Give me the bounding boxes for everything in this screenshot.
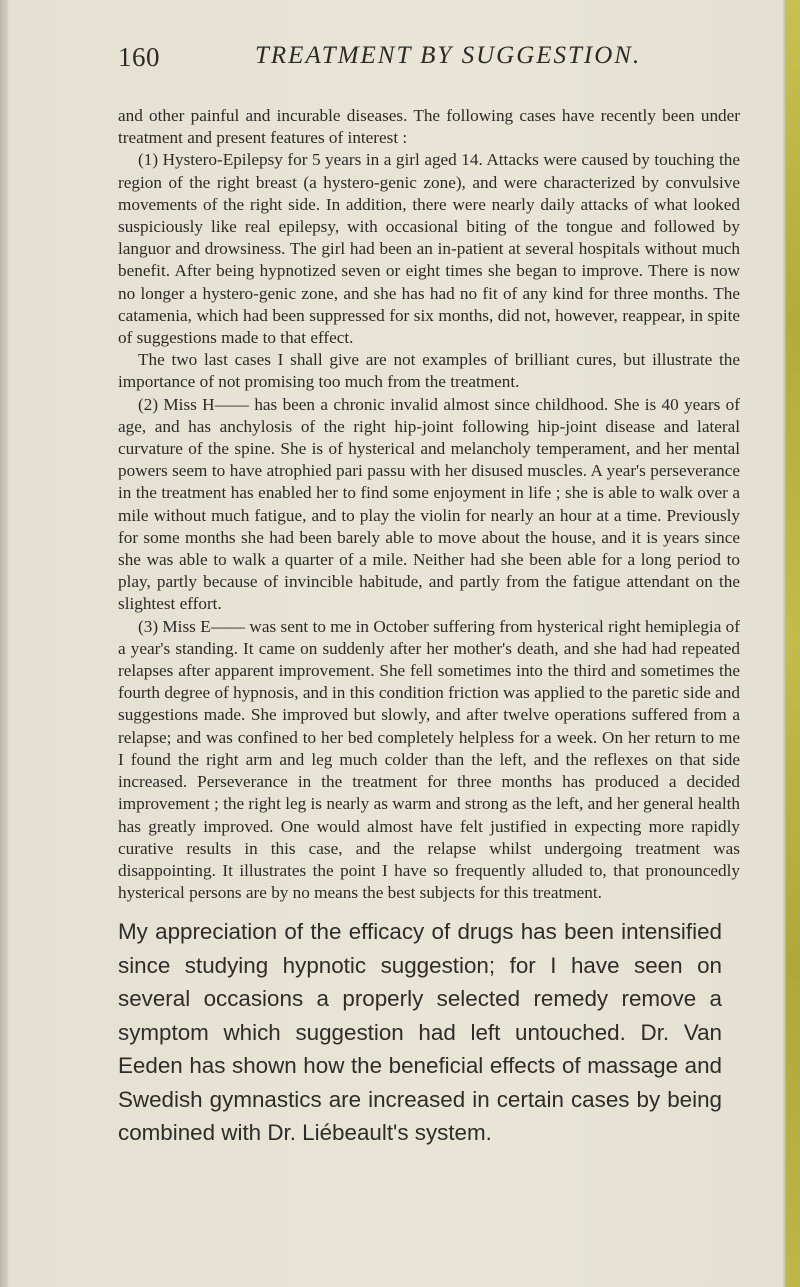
gutter-shadow — [0, 0, 8, 1287]
paragraph-closing: My appreciation of the efficacy of drugs has been intensified since studying hypnotic suggestion; for I have seen on several occasions a properly selected remedy remove a symptom which suggestion had left untouched. Dr. Van Eeden has shown how the beneficial effects of massage and Swedish gymnastics are increased in certain cases by being combined with Dr. Liébeault's system. — [118, 919, 722, 1145]
paragraph-case-2: (2) Miss H—— has been a chronic invalid almost since childhood. She is 40 years of age, and has anchylosis of the right hip-joint following hip-joint disease and lateral curvature of the spine. She is of hysterical and melancholy temperament, and her mental powers seem to have atrophied pari passu with her disused muscles. A year's perseverance in the treatment has enabled her to find some enjoyment in life ; she is able to walk over a mile without much fatigue, and to play the violin for nearly an hour at a time. Previously for some months she had been barely able to move about the house, and it is years since she was able to walk a quarter of a mile. Neither had she been able for a long period to play, partly because of invincible habitude, and partly from the fatigue attendant on the slightest effort. — [118, 394, 740, 614]
closing-text — [118, 915, 722, 1150]
paragraph-case-3: (3) Miss E—— was sent to me in October suffering from hysterical right hemiplegia of a year's standing. It came on suddenly after her mother's death, and she had had repeated relapses after apparent improvement. She fell sometimes into the third and sometimes the fourth degree of hypnosis, and in this condition friction was applied to the paretic side and suggestions made. She improved but slowly, and after twelve operations suffered from a relapse; and was confined to her bed completely helpless for a week. On her return to me I found the right arm and leg much colder than the left, and the reflexes on that side increased. Perseverance in the treatment for three months has produced a decided improvement ; the right leg is nearly as warm and strong as the left, and her general health has greatly improved. One would almost have felt justified in expecting more rapidly curative results in this case, and the relapse whilst undergoing treatment was disappointing. It illustrates the point I have so frequently alluded to, that pronouncedly hysterical persons are by no means the best subjects for this treatment. — [118, 616, 740, 903]
body-text — [118, 105, 740, 904]
paragraph-transition: The two last cases I shall give are not examples of brilliant cures, but illustrate the importance of not promising too much from the treatment. — [118, 350, 740, 392]
page-number: 160 — [118, 42, 160, 72]
page-header — [118, 42, 738, 82]
page-edge — [786, 0, 800, 1287]
paragraph-case-1: (1) Hystero-Epilepsy for 5 years in a girl aged 14. Attacks were caused by touching the region of the right breast (a hystero-genic zone), and were characterized by convulsive movements of the right side. In addition, there were nearly daily attacks of what looked suspiciously like real epilepsy, with occasional biting of the tongue and followed by languor and drowsiness. The girl had been an in-patient at several hospitals without much benefit. After being hypnotized seven or eight times she began to improve. There is now no longer a hystero-genic zone, and she has had no fit of any kind for three months. The catamenia, which had been suppressed for six months, did not, however, reappear, in spite of suggestions made to that effect. — [118, 150, 740, 348]
paragraph-intro: and other painful and incurable diseases. The following cases have recently been under treatment and present features of interest : — [118, 106, 740, 148]
running-title: TREATMENT BY SUGGESTION. — [255, 42, 642, 69]
